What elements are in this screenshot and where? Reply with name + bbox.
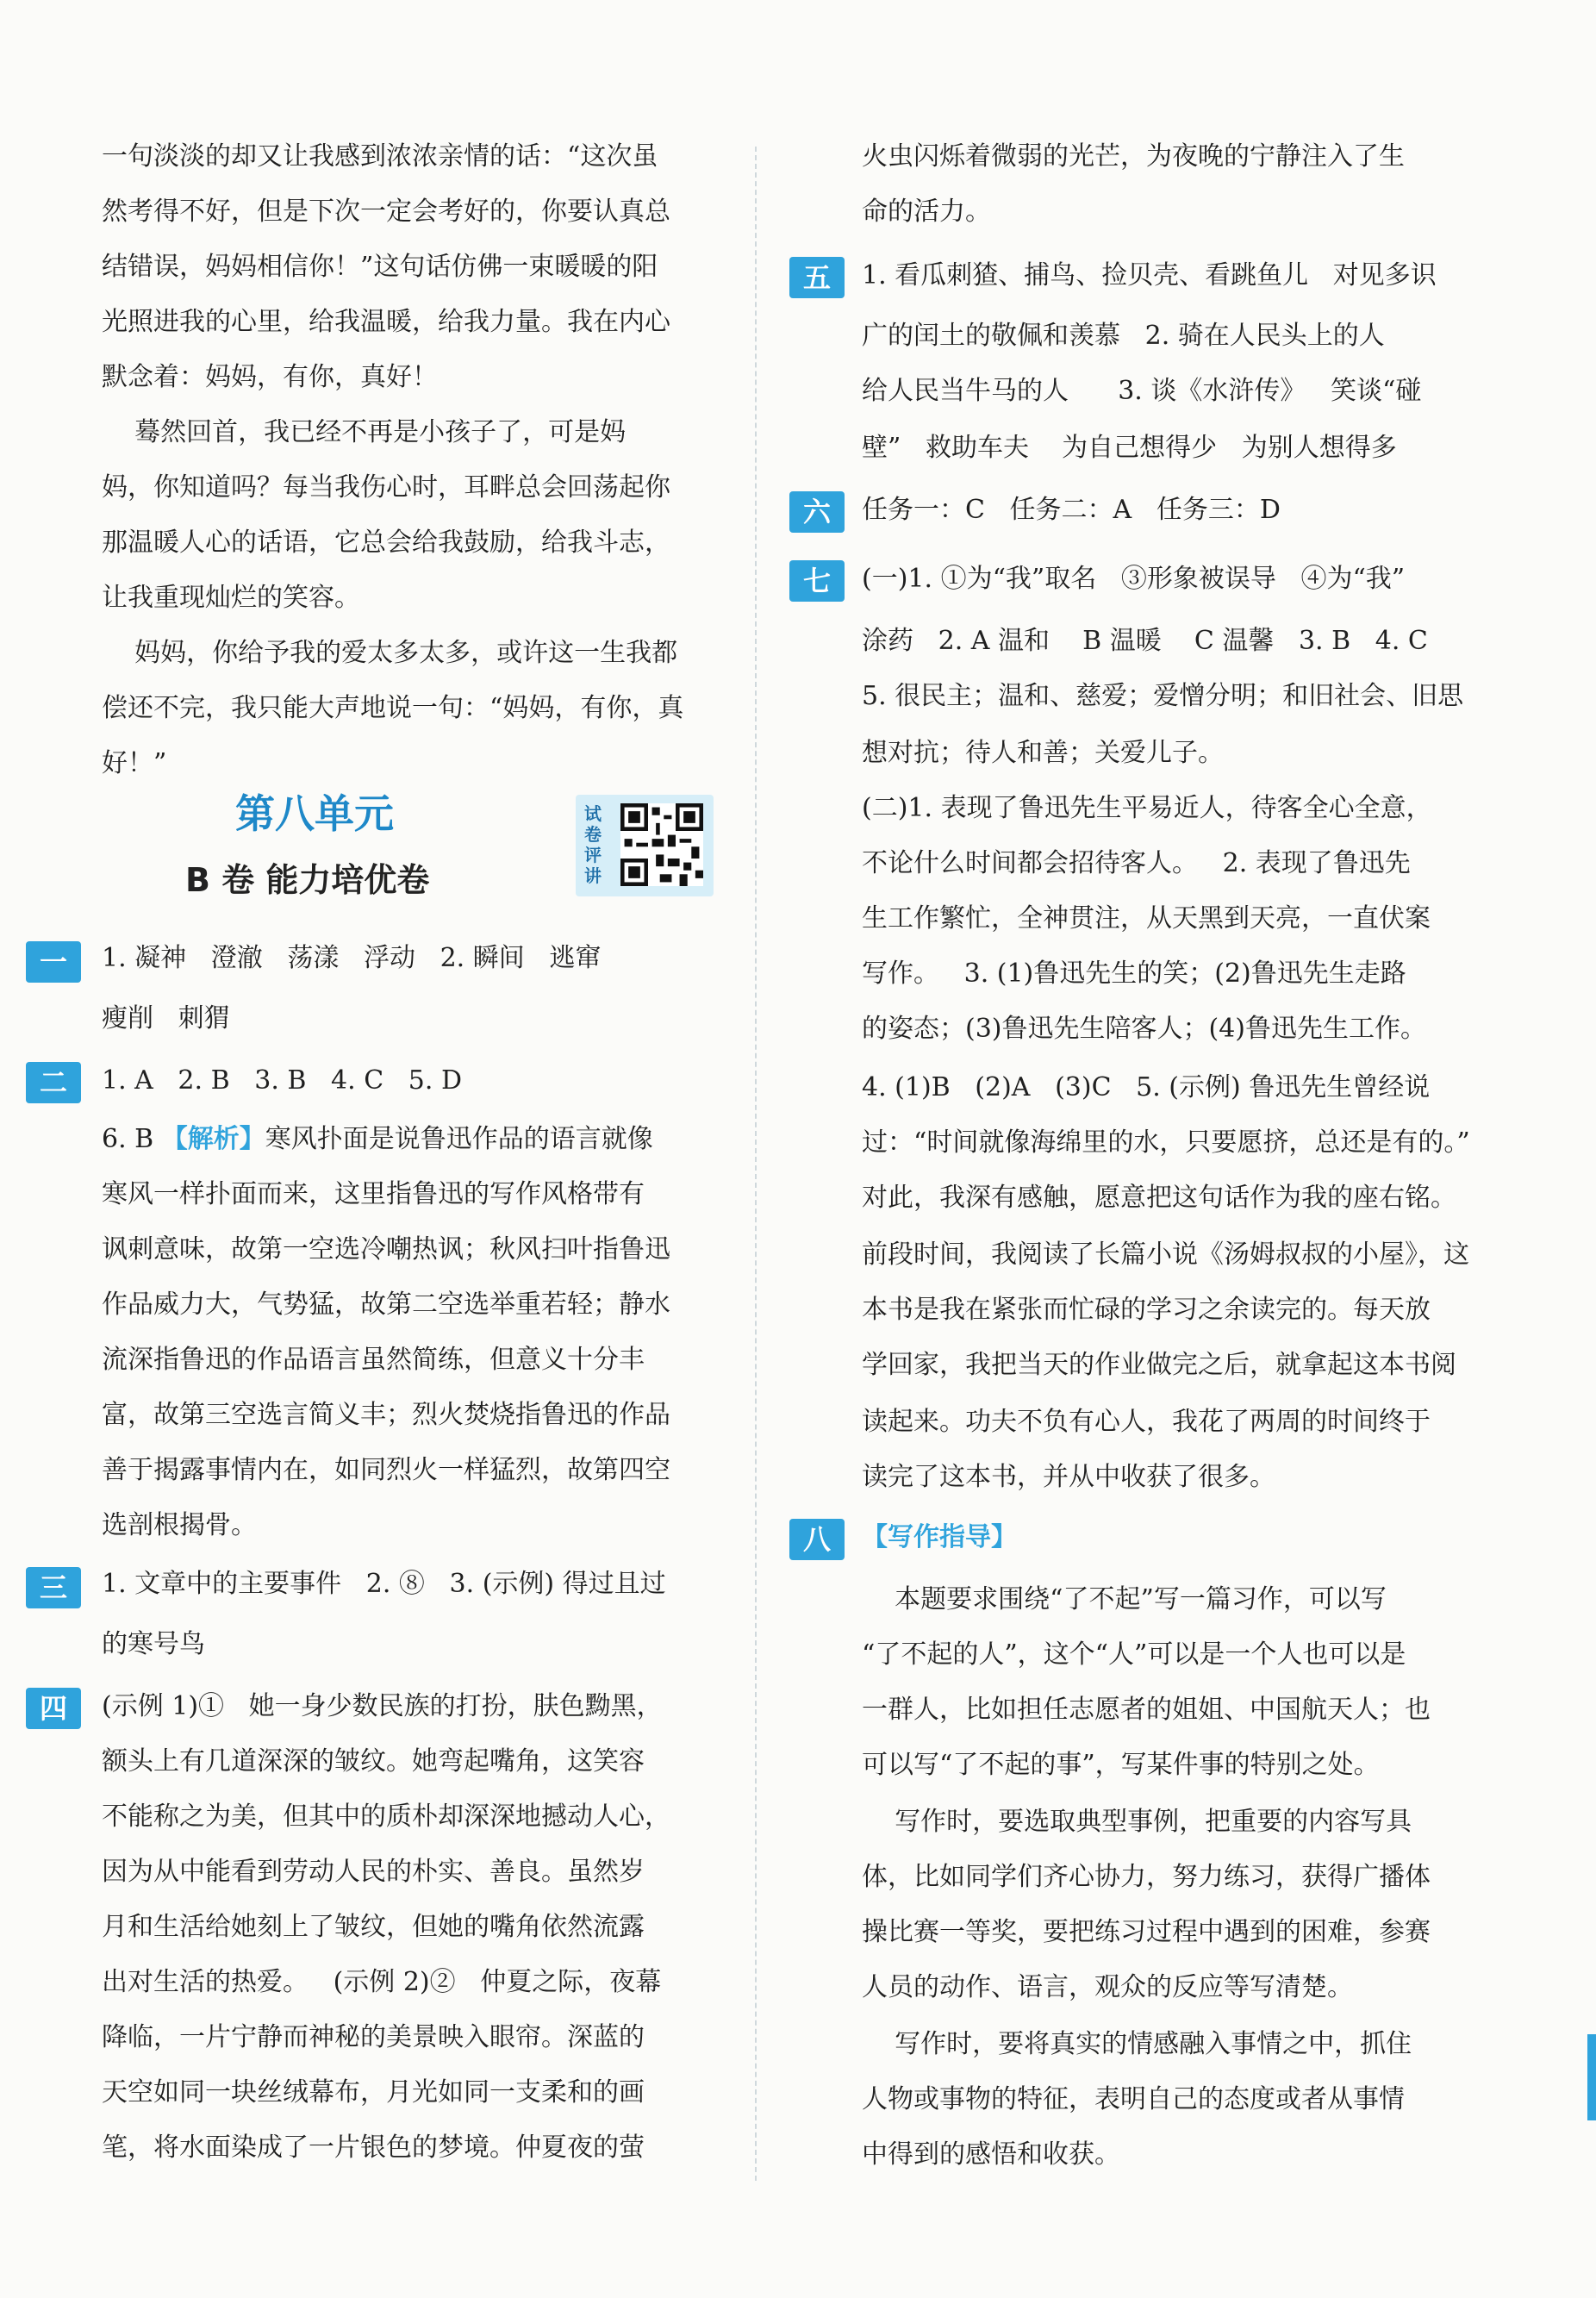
essay-line: 偿还不完，我只能大声地说一句：“妈妈，有你，真好！” <box>102 693 684 778</box>
analysis-tag: 【解析】 <box>161 1124 265 1154</box>
analysis-line: 富，故第三空选言简义丰；烈火焚烧指鲁迅的作品 <box>102 1400 670 1430</box>
qr-label: 试卷评讲 <box>584 803 602 886</box>
section-badge-4: 四 <box>26 1688 81 1729</box>
continuation-line: 火虫闪烁着微弱的光芒，为夜晚的宁静注入了生 <box>862 141 1405 172</box>
answer-line: 降临，一片宁静而神秘的美景映入眼帘。深蓝的 <box>102 2022 645 2052</box>
section-badge-6: 六 <box>789 491 845 533</box>
answer-line: 瘦削 刺猬 <box>102 1003 230 1033</box>
section-badge-2: 二 <box>26 1062 81 1103</box>
answer-line: 4. (1)B (2)A (3)C 5. (示例) 鲁迅先生曾经说 <box>862 1072 1431 1102</box>
essay-line: 那温暖人心的话语，它总会给我鼓励，给我斗志， <box>102 528 670 558</box>
answer-line: 学回家，我把当天的作业做完之后，就拿起这本书阅 <box>862 1350 1456 1380</box>
guide-line: 一群人，比如担任志愿者的姐姐、中国航天人；也 <box>862 1695 1431 1725</box>
page-edge-tab <box>1587 2034 1596 2120</box>
analysis-line: 选剖根揭骨。 <box>102 1510 257 1540</box>
answer-line: 1. 文章中的主要事件 2. ⑧ 3. (示例) 得过且过 <box>102 1569 666 1599</box>
analysis-line: 流深指鲁迅的作品语言虽然简练，但意义十分丰 <box>102 1345 645 1375</box>
guide-line: 写作时，要选取典型事例，把重要的内容写具 <box>862 1807 1412 1837</box>
unit-subtitle: B 卷 能力培优卷 <box>185 861 430 899</box>
answer-line: 额头上有几道深深的皱纹。她弯起嘴角，这笑容 <box>102 1746 645 1777</box>
guide-line: “了不起的人”，这个“人”可以是一个人也可以是 <box>862 1639 1406 1670</box>
guide-line: 操比赛一等奖，要把练习过程中遇到的困难，参赛 <box>862 1917 1431 1947</box>
analysis-text: 寒风扑面是说鲁迅作品的语言就像 <box>265 1124 653 1154</box>
answer-line: 的姿态；(3)鲁迅先生陪客人；(4)鲁迅先生工作。 <box>862 1014 1426 1044</box>
section-badge-7: 七 <box>789 560 845 602</box>
guide-line: 体，比如同学们齐心协力，努力练习，获得广播体 <box>862 1862 1431 1892</box>
answer-line: 写作。 3. (1)鲁迅先生的笑；(2)鲁迅先生走路 <box>862 959 1406 989</box>
answer-line: 想对抗；待人和善；关爱儿子。 <box>862 738 1224 768</box>
essay-line: 妈妈，你给予我的爱太多太多，或许这一生我都 <box>102 638 678 668</box>
answer-line: (一)1. ①为“我”取名 ③形象被误导 ④为“我” <box>862 564 1406 594</box>
answer-line: 读完了这本书，并从中收获了很多。 <box>862 1462 1275 1492</box>
guide-line: 可以写“了不起的事”，写某件事的特别之处。 <box>862 1750 1380 1780</box>
essay-line: 结错误，妈妈相信你！”这句话仿佛一束暖暖的阳 <box>102 252 658 282</box>
qr-code-panel[interactable] <box>576 795 714 896</box>
answer-line: 壁” 救助车夫 为自己想得少 为别人想得多 <box>862 433 1397 463</box>
answer-line: 出对生活的热爱。 (示例 2)② 仲夏之际，夜幕 <box>102 1967 662 1997</box>
column-separator <box>755 147 757 2181</box>
essay-line: 光照进我的心里，给我温暖，给我力量。我在内心 <box>102 307 670 337</box>
guide-line: 人物或事物的特征，表明自己的态度或者从事情 <box>862 2084 1405 2114</box>
answer-line: 本书是我在紧张而忙碌的学习之余读完的。每天放 <box>862 1295 1431 1325</box>
qr-code-icon <box>620 803 703 886</box>
section-badge-1: 一 <box>26 941 81 983</box>
unit-title: 第八单元 <box>235 790 394 837</box>
continuation-line: 命的活力。 <box>862 197 991 227</box>
answer-line: 过：“时间就像海绵里的水，只要愿挤，总还是有的。” <box>862 1127 1470 1158</box>
answer-line: (二)1. 表现了鲁迅先生平易近人，待客全心全意， <box>862 793 1432 823</box>
essay-line: 妈，你知道吗？每当我伤心时，耳畔总会回荡起你 <box>102 472 670 503</box>
answer-line: 生工作繁忙，全神贯注，从天黑到天亮，一直伏案 <box>862 903 1431 934</box>
guide-line: 写作时，要将真实的情感融入事情之中，抓住 <box>862 2029 1412 2059</box>
answer-line: (示例 1)① 她一身少数民族的打扮，肤色黝黑， <box>102 1691 663 1721</box>
analysis-line: 善于揭露事情内在，如同烈火一样猛烈，故第四空 <box>102 1455 670 1485</box>
analysis-line: 讽刺意味，故第一空选冷嘲热讽；秋风扫叶指鲁迅 <box>102 1234 670 1265</box>
answer-line: 月和生活给她刻上了皱纹，但她的嘴角依然流露 <box>102 1912 645 1942</box>
analysis-line: 作品威力大，气势猛，故第二空选举重若轻；静水 <box>102 1290 670 1320</box>
section-badge-5: 五 <box>789 257 845 298</box>
answer-line: 1. 看瓜刺猹、捕鸟、捡贝壳、看跳鱼儿 对见多识 <box>862 260 1437 290</box>
essay-line: 一句淡淡的却又让我感到浓浓亲情的话：“这次虽 <box>102 141 658 172</box>
essay-line: 默念着：妈妈，有你，真好！ <box>102 362 438 392</box>
writing-guide-header <box>862 1510 1475 1565</box>
guide-line: 人员的动作、语言，观众的反应等写清楚。 <box>862 1972 1353 2002</box>
answer-line: 广的闰土的敬佩和羡慕 2. 骑在人民头上的人 <box>862 321 1385 351</box>
section-badge-8: 八 <box>789 1519 845 1560</box>
answer-line: 5. 很民主；温和、慈爱；爱憎分明；和旧社会、旧思 <box>862 681 1464 711</box>
answer-line: 对此，我深有感触，愿意把这句话作为我的座右铭。 <box>862 1183 1456 1213</box>
answer-line: 不论什么时间都会招待客人。 2. 表现了鲁迅先 <box>862 848 1411 878</box>
answer-line: 天空如同一块丝绒幕布，月光如同一支柔和的画 <box>102 2077 645 2108</box>
analysis-first-line <box>102 1112 715 1167</box>
answer-line: 因为从中能看到劳动人民的朴实、善良。虽然岁 <box>102 1857 645 1887</box>
writing-guide-tag: 【写作指导】 <box>862 1522 1017 1552</box>
answer-line: 读起来。功夫不负有心人，我花了两周的时间终于 <box>862 1407 1431 1437</box>
answer-line: 笔，将水面染成了一片银色的梦境。仲夏夜的萤 <box>102 2133 645 2163</box>
answer-number: 6. B <box>102 1124 162 1154</box>
answer-line: 1. A 2. B 3. B 4. C 5. D <box>102 1065 462 1096</box>
answer-line: 不能称之为美，但其中的质朴却深深地撼动人心， <box>102 1802 670 1832</box>
answer-line: 1. 凝神 澄澈 荡漾 浮动 2. 瞬间 逃窜 <box>102 943 602 973</box>
answer-line: 前段时间，我阅读了长篇小说《汤姆叔叔的小屋》，这 <box>862 1240 1469 1270</box>
essay-line: 让我重现灿烂的笑容。 <box>102 583 360 613</box>
guide-line: 中得到的感悟和收获。 <box>862 2139 1120 2170</box>
answer-line: 任务一：C 任务二：A 任务三：D <box>862 495 1281 525</box>
analysis-line: 寒风一样扑面而来，这里指鲁迅的写作风格带有 <box>102 1179 645 1209</box>
essay-line: 蓦然回首，我已经不再是小孩子了，可是妈 <box>102 417 627 447</box>
answer-line: 的寒号鸟 <box>102 1629 205 1659</box>
section-badge-3: 三 <box>26 1567 81 1608</box>
answer-line: 给人民当牛马的人 3. 谈《水浒传》 笑谈“碰 <box>862 376 1422 406</box>
essay-line: 然考得不好，但是下次一定会考好的，你要认真总 <box>102 197 670 227</box>
guide-line: 本题要求围绕“了不起”写一篇习作，可以写 <box>862 1584 1387 1614</box>
answer-line: 涂药 2. A 温和 B 温暖 C 温馨 3. B 4. C <box>862 626 1428 656</box>
